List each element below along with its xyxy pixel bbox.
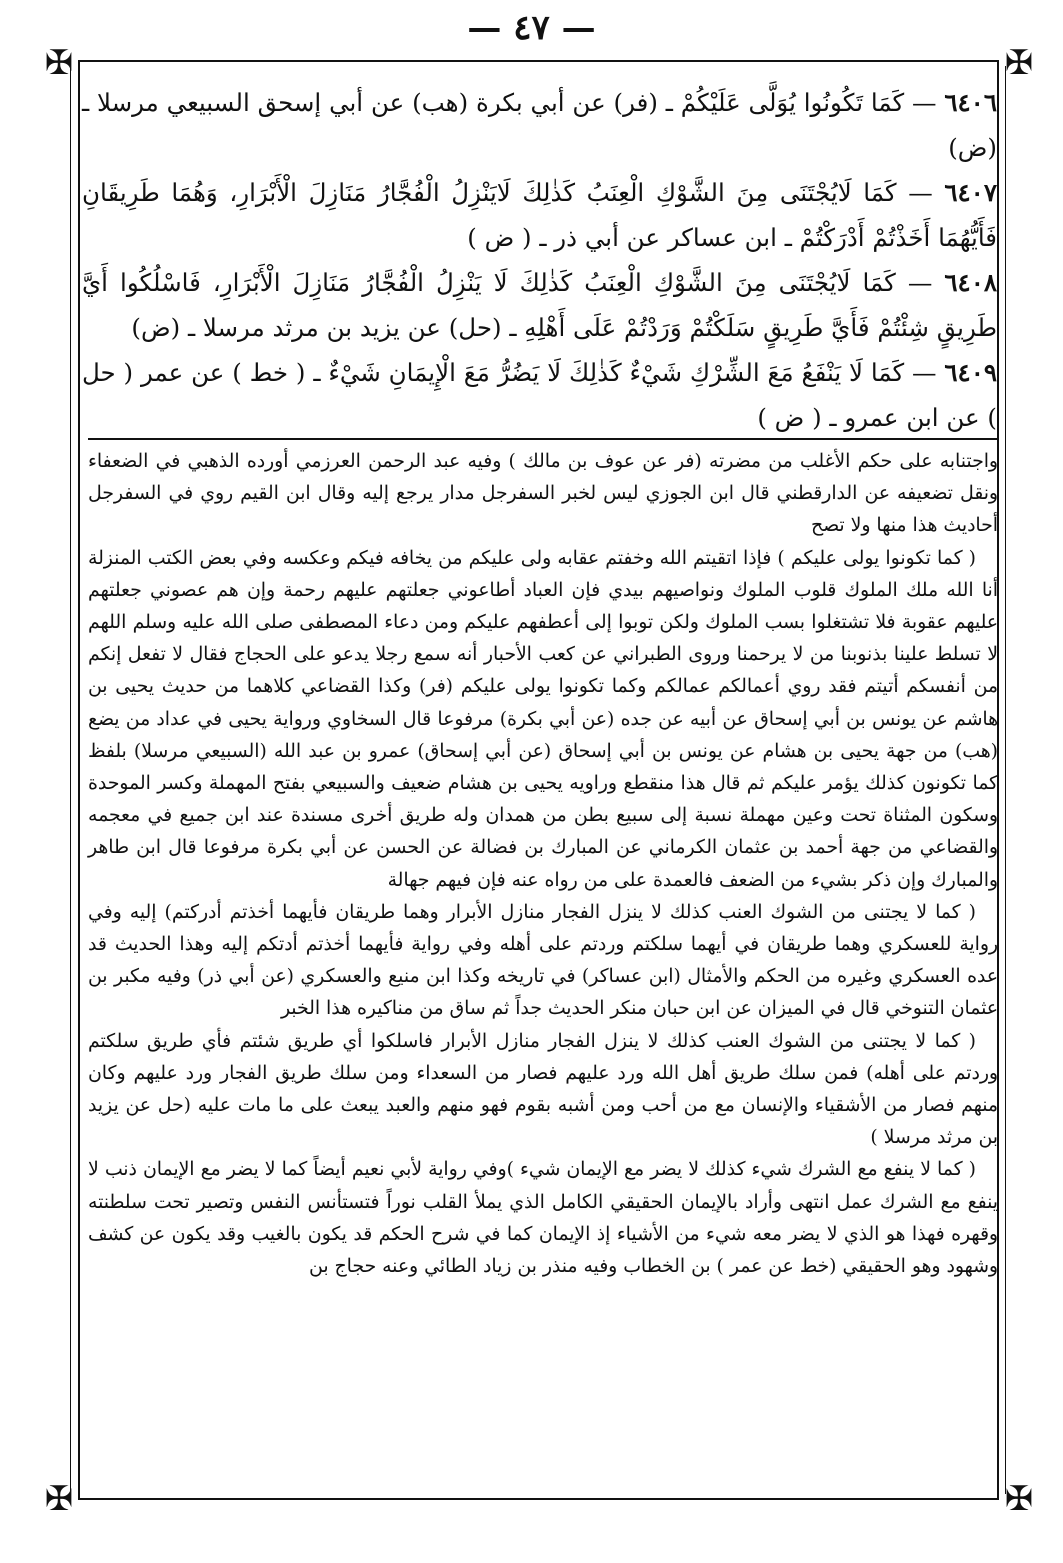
hadith-text: كَمَا تَكُونُوا يُوَلَّى عَلَيْكُمْ ـ (فر) عن أبي بكرة (هب) عن أبي إسحق السبيعي مرسلا ـ (ض)	[82, 88, 997, 162]
hadith-number: ٦٤٠٧	[944, 178, 997, 207]
hadith-number: ٦٤٠٦	[944, 88, 997, 117]
hadith-entry: ٦٤٠٧ — كَمَا لَايُجْتَنَى مِنَ الشَّوْكِ الْعِنَبُ كَذٰلِكَ لَايَنْزِلُ الْفُجَّارُ مَنَازِلَ الْأَبْرَارِ، وَهُمَا طَرِيقَانِ فَأَيُّهُمَا أَخَذْتُمْ أَدْرَكْتُمْ ـ ابن عساكر عن أبي ذر ـ ( ض )	[82, 178, 997, 252]
hadith-text: كَمَا لَا يَنْفَعُ مَعَ الشِّرْكِ شَيْءٌ كَذٰلِكَ لَا يَضُرُّ مَعَ الْإِيمَانِ شَيْءٌ ـ ( خط ) عن عمر ( حل ) عن ابن عمرو ـ ( ض )	[82, 358, 997, 432]
frame-left-border	[78, 60, 80, 1500]
section-divider	[88, 438, 998, 440]
page-number: — ٤٧ —	[467, 8, 596, 48]
corner-ornament-icon: ✠	[44, 1479, 74, 1519]
hadith-entry: ٦٤٠٦ — كَمَا تَكُونُوا يُوَلَّى عَلَيْكُمْ ـ (فر) عن أبي بكرة (هب) عن أبي إسحق السبيعي مرسلا ـ (ض)	[82, 88, 997, 162]
commentary-paragraph: ( كما لا يجتنى من الشوك العنب كذلك لا ينزل الفجار منازل الأبرار وهما طريقان فأيهما أخذتم أدركتم) إليه وفي رواية للعسكري وهما طريقان في أيهما سلكتم وردتم على أهله وفي رواية فأيهما أخذتم أدتكم إليه وهذا الحديث قد عده العسكري وغيره من الحكم والأمثال (ابن عساكر) في تاريخه وكذا ابن منيع والعسكري (عن أبي ذر) وفيه مكبر بن عثمان التنوخي قال في الميزان عن ابن حبان منكر الحديث جداً ثم ساق من مناكيره هذا الخبر	[88, 901, 998, 1020]
frame-bottom-border	[78, 1498, 998, 1500]
corner-ornament-icon: ✠	[1004, 1479, 1034, 1519]
commentary-paragraph: ( كما تكونوا يولى عليكم ) فإذا اتقيتم الله وخفتم عقابه ولى عليكم من يخافه فيكم وعكسه وفي بعض الكتب المنزلة أنا الله ملك الملوك قلوب الملوك ونواصيهم بيدي فإن العباد أطاعوني جعلتهم عليهم رحمة وإن هم عصوني جعلتهم عليهم عقوبة فلا تشتغلوا بسب الملوك ولكن توبوا إلى أعطفهم عليكم ومن دعاء المصطفى صلى الله عليه وسلم اللهم لا تسلط علينا بذنوبنا من لا يرحمنا وروى الطبراني عن كعب الأحبار أنه سمع رجلا يدعو على الحجاج فقال لا تفعل إنكم من أنفسكم أتيتم فقد روي أعمالكم عمالكم وكما تكونوا يولى عليكم (فر) وكذا القضاعي كلاهما من حديث يحيى بن هاشم عن يونس بن أبي إسحاق عن أبيه عن جده (عن أبي بكرة) مرفوعا قال السخاوي ورواية يحيى في عداد من يضع (هب) من جهة يحيى بن هشام عن يونس بن أبي إسحاق (عن أبي إسحاق) عمرو بن عبد الله (السبيعي مرسلا) بلفظ كما تكونون كذلك يؤمر عليكم ثم قال هذا منقطع وراويه يحيى بن هشام ضعيف والسبيعي بفتح المهملة وكسر الموحدة وسكون المثناة تحت وعين مهملة نسبة إلى سبيع بطن من همدان وله طريق أخرى مسندة عند ابن جميع في معجمه والقضاعي من جهة أحمد بن عثمان الكرماني عن المبارك بن فضالة عن الحسن عن أبي بكرة مرفوعا قال ابن طاهر والمبارك وإن ذكر بشيء من الضعف فالعمدة على من رواه عنه فإن فيهم جهالة	[88, 547, 998, 891]
commentary-paragraph: ( كما لا ينفع مع الشرك شيء كذلك لا يضر مع الإيمان شيء )وفي رواية لأبي نعيم أيضاً كما لا يضر مع الإيمان ذنب لا ينفع مع الشرك عمل انتهى وأراد بالإيمان الحقيقي الكامل الذي يملأ القلب نوراً فتستأنس النفس وتصير تحت سلطنته وقهره فهذا هو الذي لا يضر معه شيء من الأشياء إذ الإيمان كما في شرح الحكم قد يكون بالغيب وقد يكون عن كشف وشهود وهو الحقيقي (خط عن عمر ) بن الخطاب وفيه منذر بن زياد الطائي وعنه حجاج بن	[88, 1159, 998, 1278]
commentary-paragraph: ( كما لا يجتنى من الشوك العنب كذلك لا ينزل الفجار منازل الأبرار فاسلكوا أي طريق شئتم فأي طريق سلكتم وردتم على أهله) فمن سلك طريق أهل الله ورد عليهم فصار من السعداء ومن سلك طريق الفجار ورد عليهم وكان منهم فصار من الأشقياء والإنسان مع من أحب ومن أشبه بقوم فهو منهم والعبد يبعث على ما مات عليه (حل عن يزيد بن مرثد مرسلا )	[88, 1030, 998, 1149]
hadith-text: كَمَا لَايُجْتَنَى مِنَ الشَّوْكِ الْعِنَبُ كَذٰلِكَ لَايَنْزِلُ الْفُجَّارُ مَنَازِلَ الْأَبْرَارِ، وَهُمَا طَرِيقَانِ فَأَيُّهُمَا أَخَذْتُمْ أَدْرَكْتُمْ ـ ابن عساكر عن أبي ذر ـ ( ض )	[82, 178, 997, 252]
corner-ornament-icon: ✠	[44, 43, 74, 83]
commentary-section	[88, 446, 998, 1283]
hadith-entry: ٦٤٠٨ — كَمَا لَايُجْتَنَى مِنَ الشَّوْكِ الْعِنَبُ كَذٰلِكَ لَا يَنْزِلُ الْفُجَّارُ مَنَازِلَ الْأَبْرَارِ، فَاسْلُكُوا أَيَّ طَرِيقٍ شِئْتُمْ فَأَيَّ طَرِيقٍ سَلَكْتُمْ وَرَدْتُمْ عَلَى أَهْلِهِ ـ (حل) عن يزيد بن مرثد مرسلا ـ (ض)	[82, 268, 998, 342]
hadith-number: ٦٤٠٩	[944, 358, 998, 387]
hadith-entry: ٦٤٠٩ — كَمَا لَا يَنْفَعُ مَعَ الشِّرْكِ شَيْءٌ كَذٰلِكَ لَا يَضُرُّ مَعَ الْإِيمَانِ شَيْءٌ ـ ( خط ) عن عمر ( حل ) عن ابن عمرو ـ ( ض )	[82, 358, 998, 432]
hadith-text: كَمَا لَايُجْتَنَى مِنَ الشَّوْكِ الْعِنَبُ كَذٰلِكَ لَا يَنْزِلُ الْفُجَّارُ مَنَازِلَ الْأَبْرَارِ، فَاسْلُكُوا أَيَّ طَرِيقٍ شِئْتُمْ فَأَيَّ طَرِيقٍ سَلَكْتُمْ وَرَدْتُمْ عَلَى أَهْلِهِ ـ (حل) عن يزيد بن مرثد مرسلا ـ (ض)	[82, 268, 997, 342]
frame-top-border	[78, 60, 998, 62]
hadith-section	[82, 80, 997, 440]
commentary-paragraph: واجتنابه على حكم الأغلب من مضرته (فر عن عوف بن مالك ) وفيه عبد الرحمن العرزمي أورده الذهبي في الضعفاء ونقل تضعيفه عن الدارقطني قال ابن الجوزي ليس لخبر السفرجل مدار يرجع إليه وقال ابن القيم روي في السفرجل أحاديث هذا منها ولا تصح	[88, 451, 998, 537]
corner-ornament-icon: ✠	[1004, 43, 1034, 83]
hadith-number: ٦٤٠٨	[944, 268, 998, 297]
frame-left-outer-line	[70, 66, 71, 1494]
frame-right-outer-line	[1005, 66, 1006, 1494]
